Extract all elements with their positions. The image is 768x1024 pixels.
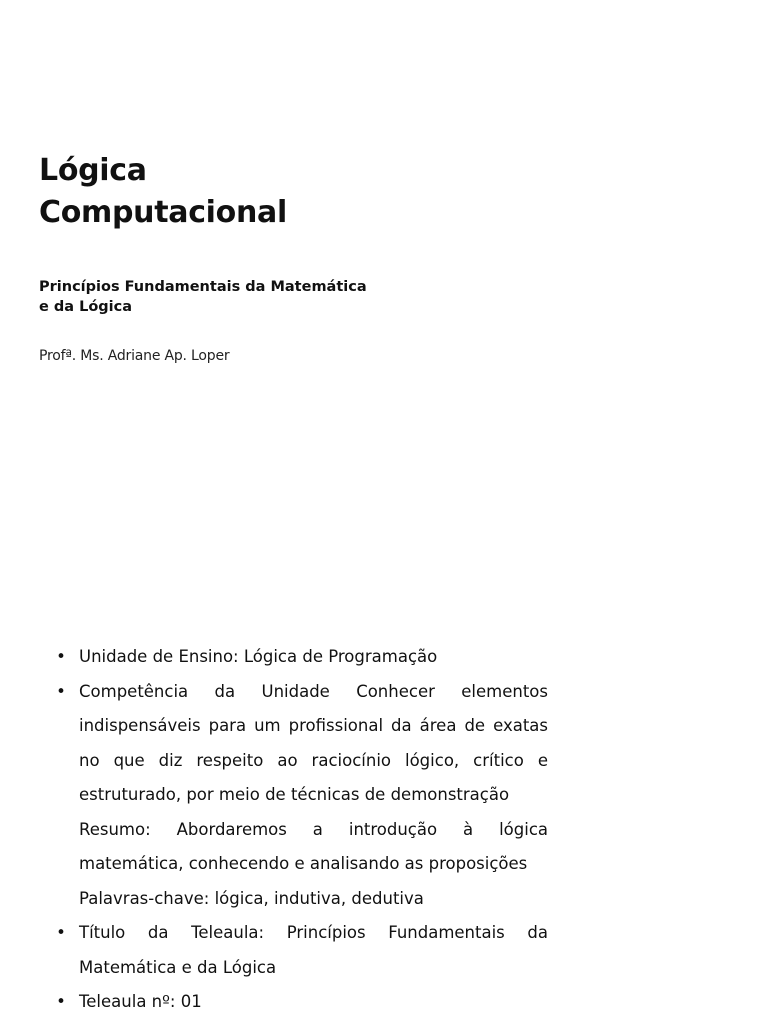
document-subtitle [39, 277, 419, 317]
list-item-text: Palavras-chave: lógica, indutiva, dedutiva [79, 888, 424, 908]
document-title [39, 150, 459, 234]
bullet-icon: • [56, 923, 66, 942]
title-block [39, 150, 459, 234]
info-bullet-list [56, 640, 548, 1020]
list-item-text: Teleaula nº: 01 [79, 992, 202, 1011]
list-item [56, 916, 548, 985]
list-item-text: Unidade de Ensino: Lógica de Programação [79, 647, 438, 666]
list-item-text: Competência da Unidade Conhecer elementos indispensáveis para um profissional da área de exatas no que diz respeito ao raciocínio lógico, crítico e estruturado, por meio de técnicas de demonstração [79, 681, 548, 804]
document-subtitle-line: e da Lógica [39, 299, 133, 315]
list-item [56, 640, 548, 675]
document-subtitle-line: Princípios Fundamentais da Matemática [39, 279, 367, 295]
bullet-icon: • [56, 992, 66, 1011]
author-line: Profª. Ms. Adriane Ap. Loper [39, 348, 230, 364]
document-title-line: Lógica [39, 153, 147, 188]
list-item-text: Título da Teleaula: Princípios Fundamentais da Matemática e da Lógica [79, 923, 548, 977]
list-item-text: Resumo: Abordaremos a introdução à lógica matemática, conhecendo e analisando as proposições [79, 819, 548, 873]
document-title-line: Computacional [39, 195, 287, 230]
list-item [56, 675, 548, 917]
bullet-icon: • [56, 681, 66, 701]
bullet-icon: • [56, 647, 66, 666]
list-item [56, 985, 548, 1020]
